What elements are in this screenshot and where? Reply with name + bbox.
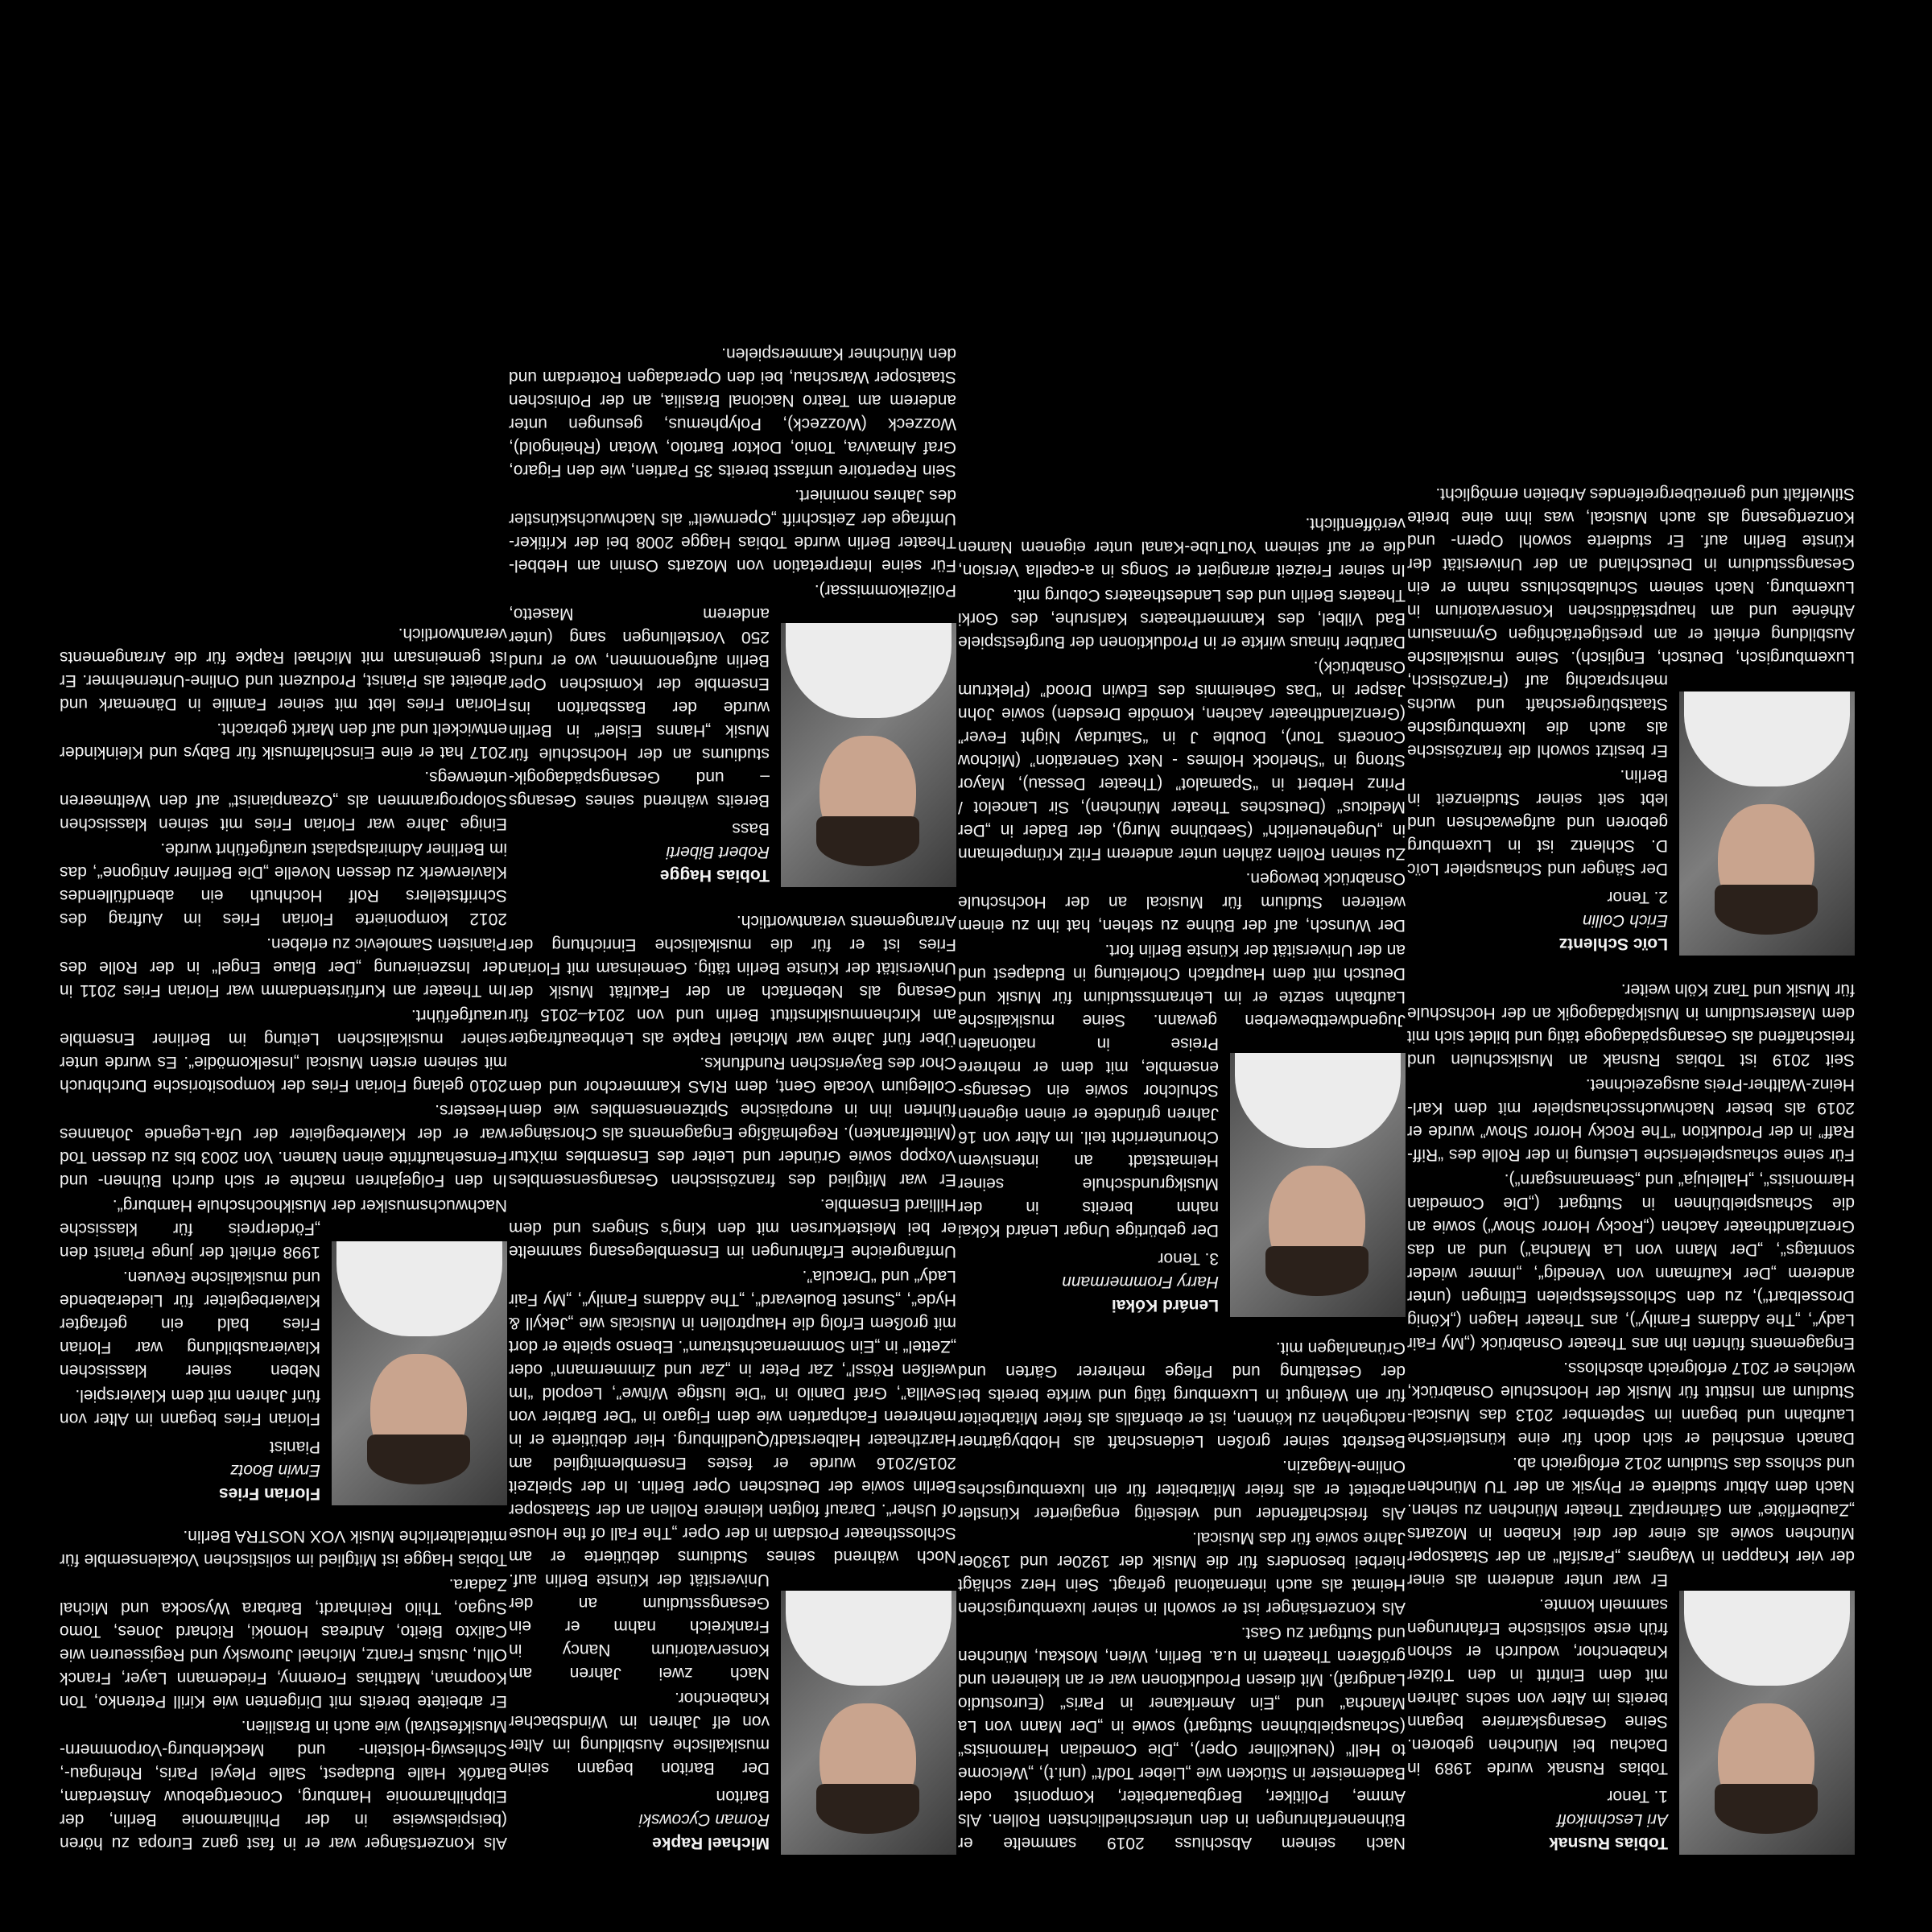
singer-name: Tobias Rusnak xyxy=(1549,1834,1668,1852)
bio-paragraph: Seit 2019 ist Tobias Rusnak an Musikschulen und freischaffend als Gesangspädagoge tätig und bildet sich mit dem Masterstudium in Musikpädagogik an der Hochschule für Musik und Tanz Köln weiter. xyxy=(1407,980,1855,1069)
bio-paragraph: Als Konzertsänger war er in fast ganz Europa zu hören (beispielsweise in der Philharmonie Berlin, der Elbphilharmonie Hamburg, Concertgebouw Amsterdam, Bartók Halle Budapest, Salle Pleyel Paris, Rheingau-, Schleswig-Holstein- und Mecklenburg-Vorpommern-Musikfestival) wie auch in Brasilien. xyxy=(60,1717,507,1852)
singer-role: Harry Frommermann xyxy=(1062,1273,1219,1291)
bio-paragraph: Nach zwei Jahren am Konservatorium Nancy in Frankreich nahm er ein Gesangsstudium an der Universität der Künste Berlin auf. Noch während seines Studiums debütierte er am Schlosstheater Potsdam in der Oper „The Fall of the House of Usher“. Darauf folgten kleinere Rollen an der Staatsoper Berlin sowie der Deutschen Oper Berlin. In der Spielzeit 2015/2016 wurde er festes Ensemblemitglied am Harztheater Halberstadt/Quedlinburg. Hier debütierte er in mehreren Fachpartien wie dem Figaro in “Der Barbier von Sevilla”, Graf Danilo in “Die lustige Witwe”, Leopold “Im weißen Rössl”, Zar Peter in „Zar und Zimmermann“ oder „Zettel“ in „Ein Sommernachtstraum“. Ebenso spielte er dort mit großem Erfolg die Hauptrollen in Musicals wie „Jekyll & Hyde“, „Sunset Boulevard“, „The Addams Family“, „My Fair Lady“ und “Dracula”. xyxy=(509,1267,956,1682)
bio-paragraph: Der Wunsch, auf der Bühne zu stehen, hat ihn zu einem weiteren Studium für Musical an der Hochschule Osnabrück bewogen. xyxy=(958,869,1406,935)
bio-paragraph: Er war unter anderem als einer der vier Knappen in Wagners „Parsifal“ an der Staatsoper München sowie als einer der drei Knaben in Mozarts „Zauberflöte“ am Gärtnerplatz Theater München zu sehen. Nach dem Abitur studierte er Physik an der TU München und schloss das Studium 2012 erfolgreich ab. xyxy=(1407,1454,1855,1589)
column-4 xyxy=(60,35,507,1855)
singer-voice: 1. Tenor xyxy=(1607,1787,1668,1806)
portrait-photo xyxy=(1679,1591,1855,1855)
portrait-photo xyxy=(781,1591,956,1855)
bio-lenard-kokai xyxy=(958,510,1406,1317)
bio-paragraph: Danach entschied er sich doch für eine künstlerische Laufbahn und begann im September 2013 das Musical-Studium am Institut für Musik der Hochschule Osnabrück, welches er 2017 erfolgreich abschloss. xyxy=(1407,1359,1855,1447)
bio-paragraph: Als freischaffender und vielseitig engagierter Künstler arbeitet er als freier Mitarbeiter für ein luxemburgisches Online-Magazin. xyxy=(958,1457,1406,1522)
bio-paragraph: Der gebürtige Ungar Lenárd Kókai nahm bereits in der Musikgrundschule seiner Heimatstadt an intensivem Chorunterricht teil. Im Alter von 16 Jahren gründete er einen eigenen Schulchor sowie ein Gesangs-ensemble, mit dem er mehrere Preise in nationalen Jugendwettbewerben gewann. Seine musikalische Laufbahn setzte er im Lehramtsstudium für Musik und Deutsch mit dem Hauptfach Chorleitung in Budapest und an der Universität der Künste Berlin fort. xyxy=(958,941,1406,1240)
bio-paragraph: Tobias Hagge ist Mitglied im solistischen Vokalensemble für mittelalterliche Musik VOX NOSTRA Berlin. xyxy=(60,1527,507,1569)
singer-name: Tobias Hagge xyxy=(659,866,770,885)
bio-florian-fries xyxy=(60,621,507,1505)
singer-name: Loïc Schlentz xyxy=(1558,935,1668,953)
bio-paragraph: Nach seinem Abschluss 2019 sammelte er Bühnenerfahrungen in den unterschiedlichsten Rollen. Als Amme, Politiker, Bergbauarbeiter, Komponist oder Bademeister in Stücken wie „Lieber Tod/t“ (uni.t), „Welcome to Hell“ (Neuköllner Oper), „Die Comedian Harmonists“ (Schauspielbühnen Stuttgart) sowie in „Der Mann von La Mancha“ und „Ein Amerikaner in Paris“ (Eurostudio Landgraf). Mit diesen Produktionen war er an kleineren und größeren Theatern in u.a. Berlin, Wien, Moskau, München und Stuttgart zu Gast. xyxy=(958,1624,1406,1852)
portrait-photo xyxy=(1230,1053,1406,1317)
bio-paragraph: Der Sänger und Schauspieler Loïc D. Schlentz ist in Luxemburg geboren und aufgewachsen und lebt seit seiner Studienzeit in Berlin. xyxy=(1407,766,1668,878)
bio-paragraph: Er arbeitete bereits mit Dirigenten wie Kirill Petrenko, Ton Koopman, Matthias Foremny, Friedemann Layer, Franck Ollu, Justus Frantz, Michael Jurowsky und Regisseuren wie Calixto Bieito, Andreas Homoki, Richard Jones, Tomo Sugao, Thilo Reinhardt, Barbara Wysocka und Michal Zadara. xyxy=(60,1575,507,1711)
singer-voice: Bariton xyxy=(716,1787,770,1806)
bio-paragraph: In den Folgejahren machte er sich durch Bühnen- und Fernsehauftritte einen Namen. Von 2003 bis zu dessen Tod war er der Klavierbegleiter der Ufa-Legende Johannes Heesters. xyxy=(60,1101,507,1190)
bio-paragraph: Neben seiner klassischen Klavierausbildung war Florian Fries bald ein gefragter Klavierbegleiter für Liederabende und musikalische Revuen. xyxy=(60,1268,320,1380)
column-2 xyxy=(958,35,1406,1855)
bio-paragraph: Sein Repertoire umfasst bereits 35 Partien, wie den Figaro, Graf Almaviva, Tonio, Doktor Bartolo, Wotan (Rheingold), Wozzeck (Wozzeck), Polyphemus, gesungen unter anderem am Teatro Nacional Brasilia, an der Polnischen Staatsoper Warschau, bei den Operadagen Rotterdam und den Münchner Kammerspielen. xyxy=(509,345,956,480)
bio-paragraph: Darüber hinaus wirkte er in Produktionen der Burgfestspiele Bad Vilbel, des Kammertheaters Karlsruhe, des Gorki Theaters Berlin und des Landestheaters Coburg mit. xyxy=(958,586,1406,651)
bio-paragraph: Für seine schauspielerische Leistung in der Rolle des “Riff-Raff” in der Produktion “The Rocky Horror Show” wurde er 2019 als bester Nachwuchsschauspieler mit dem Karl-Heinz-Walther-Preis ausgezeichnet. xyxy=(1407,1075,1855,1164)
bio-paragraph: Florian Fries begann im Alter von fünf Jahren mit dem Klavierspiel. xyxy=(60,1386,320,1428)
bio-loic-schlentz xyxy=(1407,481,1855,956)
bio-text-continued xyxy=(958,1336,1406,1855)
singer-voice: Bass xyxy=(732,819,770,838)
bio-paragraph: Florian Fries lebt mit seiner Familie in Dänemark und arbeitet als Pianist, Produzent und Online-Unternehmer. Er ist gemeinsam mit Michael Rapke für die Arrangements verantwortlich. xyxy=(60,625,507,713)
portrait-photo xyxy=(1679,691,1855,956)
bio-paragraph: Im Theater am Kurfürstendamm war Florian Fries 2011 in der Inszenierung „Der Blaue Engel“ in der Rolle des Pianisten Samolevic zu erleben. xyxy=(60,935,507,1000)
bio-paragraph: 2017 hat er eine Einschlafmusik für Babys und Kleinkinder entwickelt und auf den Markt gebracht. xyxy=(60,720,507,762)
singer-role: Robert Biberti xyxy=(666,843,770,861)
bio-michael-rapke xyxy=(509,908,956,1855)
bio-paragraph: Bereits während seines Gesangs – und Gesangspädagogik-studiums an der Hochschule für Musik „Hanns Eisler“ in Berlin wurde der Bassbariton ins Ensemble der Komischen Oper Berlin aufgenommen, wo er rund 250 Vorstellungen sang (unter anderem Masetto, Polizeikommissar). xyxy=(509,581,956,810)
portrait-photo xyxy=(781,623,956,887)
bio-paragraph: 2012 komponierte Florian Fries im Auftrag des Schriftstellers Rolf Hochhuth ein abendfüllendes Klavierwerk zu dessen Novelle „Die Berliner Antigone“, das im Berliner Admiralspalast uraufgeführt wurde. xyxy=(60,840,507,928)
singer-voice: 3. Tenor xyxy=(1158,1249,1219,1268)
bio-tobias-hagge xyxy=(509,341,956,887)
column-3 xyxy=(509,35,956,1855)
singer-name: Lenárd Kókai xyxy=(1111,1296,1219,1315)
bio-paragraph: Bestrebt seiner großen Leidenschaft als Hobbygärtner nachgehen zu können, ist er ebenfalls als freier Mitarbeiter für ein Weingut in Luxemburg tätig und wirkte bereits bei der Gestaltung und Pflege mehrerer Gärten und Grünanlagen mit. xyxy=(958,1339,1406,1451)
bio-text-continued xyxy=(60,1525,507,1855)
bio-paragraph: Engagements führten ihn ans Theater Osnabrück („My Fair Lady“, „The Addams Family“), ans Theater Hagen („König Drosselbart“), zu den Schlossfestspielen Ettlingen (unter anderem „Der Kaufmann von Venedig“, „Immer wieder sonntags“, „Der Mann von La Mancha“) und an das Grenzlandtheater Aachen („Rocky Horror Show“) sowie an die Schauspielbühnen in Stuttgart („Die Comedian Harmonists“, „Halleluja“ und „Seemannsgarn“). xyxy=(1407,1170,1855,1352)
bio-paragraph: Für seine Interpretation von Mozarts Osmin am Hebbel-Theater Berlin wurde Tobias Hagge 2008 bei der Kritiker-Umfrage der Zeitschrift „Opernwelt“ als Nachwuchskünstler des Jahres nominiert. xyxy=(509,486,956,575)
singer-role: Erwin Bootz xyxy=(229,1461,320,1480)
bio-paragraph: Umfangreiche Erfahrungen im Ensemblegesang sammelte er bei Meisterkursen mit den King’s Singers und dem Hilliard Ensemble. xyxy=(509,1195,956,1261)
singer-role: Ari Leschnikoff xyxy=(1557,1810,1668,1829)
singer-role: Roman Cycowski xyxy=(638,1810,770,1829)
bio-paragraph: 1998 erhielt der junge Pianist den „Förderpreis für klassische Nachwuchsmusiker der Musikhochschule Hamburg“. xyxy=(60,1196,507,1261)
bio-paragraph: Über fünf Jahre war Michael Rapke als Lehrbeauftragter am Kirchenmusikinstitut Berlin und von 2014–2015 für Gesang als Nebenfach an der Fakultät Musik der Universität der Künste Berlin tätig. Gemeinsam mit Florian Fries ist er für die musikalische Einrichtung der Arrangements verantwortlich. xyxy=(509,912,956,1047)
bio-paragraph: Der Bariton begann seine musikalische Ausbildung im Alter von elf Jahren im Windsbacher Knabenchor. xyxy=(509,1689,770,1777)
singer-voice: 2. Tenor xyxy=(1607,888,1668,906)
bio-paragraph: Zu seinen Rollen zählen unter anderem Fritz Krümpelmann in „Ungeheuerlich“ (Seebühne Murg), der Bader in „Der Medicus“ (Deutsches Theater München), Sir Lancelot / Prinz Herbert in “Spamalot” (Theater Dessau), Mayor Strong in “Sherlock Holmes - Next Generation” (Michow Concerts Tour), Double J in “Saturday Night Fever” (Grenzlandtheater Aachen, Komödie Dresden) sowie John Jasper in “Das Geheimnis des Edwin Drood” (Plektrum Osnabrück). xyxy=(958,658,1406,863)
bio-paragraph: In seiner Freizeit arrangiert er Songs in a-capella Version, die er auf seinem YouTube-Kanal unter eigenem Namen veröffentlicht. xyxy=(958,514,1406,580)
bio-paragraph: Als Konzertsänger ist er sowohl in seiner luxemburgischen Heimat als auch international gefragt. Sein Herz schlägt hierbei besonders für die Musik der 1920er und 1930er Jahre sowie für das Musical. xyxy=(958,1529,1406,1617)
column-1 xyxy=(1407,35,1855,1855)
bio-paragraph: Tobias Rusnak wurde 1989 in Dachau bei München geboren. Seine Gesangskarriere begann bereits im Alter von sechs Jahren mit dem Eintritt in den Tölzer Knabenchor, wodurch er schon früh erste solistische Erfahrungen sammeln konnte. xyxy=(1407,1596,1668,1777)
bio-paragraph: Er war Mitglied des französischen Gesangsensembles Voxpop sowie Gründer und Leiter des Ensembles miXtur (Mittelfranken). Regelmäßige Engagements als Chorsänger führten ihn in europäische Spitzenensembles wie dem Collegium Vocale Gent, dem RIAS Kammerchor und dem Chor des Bayerischen Rundfunks. xyxy=(509,1054,956,1189)
singer-voice: Pianist xyxy=(269,1438,320,1456)
singer-role: Erich Collin xyxy=(1582,911,1668,930)
bio-tobias-rusnak xyxy=(1407,976,1855,1855)
bio-paragraph: Er besitzt sowohl die französische als auch die luxemburgische Staatsbürgerschaft und wuchs mehrsprachig auf (Französisch, Luxemburgisch, Deutsch, Englisch). Seine musikalische Ausbildung erhielt er am prestigeträchtigen Gymnasium Athénée und am hauptstädtischen Konservatorium in Luxemburg. Nach seinem Schulabschluss nahm er ein Gesangsstudium in Deutschland an der Universität der Künste Berlin auf. Er studierte sowohl Opern- und Konzertgesang als auch Musical, was ihm eine breite Stilvielfalt und genreübergreifendes Arbeiten ermöglicht. xyxy=(1407,485,1855,760)
bio-paragraph: Einige Jahre war Florian Fries mit seinen klassischen Soloprogrammen als „Ozeanpianist“ auf den Weltmeeren unterwegs. xyxy=(60,768,507,833)
bio-paragraph: 2010 gelang Florian Fries der kompositorische Durchbruch mit seinem ersten Musical „Inselkomödie“. Es wurde unter seiner musikalischen Leitung im Berliner Ensemble uraufgeführt. xyxy=(60,1006,507,1095)
singer-name: Florian Fries xyxy=(218,1484,320,1503)
portrait-photo xyxy=(332,1241,507,1505)
singer-name: Michael Rapke xyxy=(652,1834,770,1852)
